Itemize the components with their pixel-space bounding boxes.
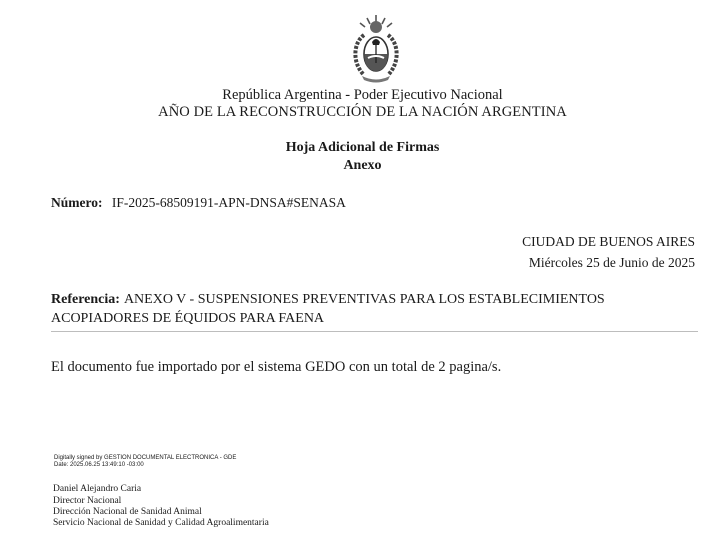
signer-name: Daniel Alejandro Caria xyxy=(53,484,142,494)
referencia-text: ANEXO V - SUSPENSIONES PREVENTIVAS PARA LOS ESTABLECIMIENTOS ACOPIADORES DE ÉQUIDOS PARA FAENA xyxy=(51,292,605,326)
header-line-1: República Argentina - Poder Ejecutivo Nacional xyxy=(222,87,503,103)
header-line-2: AÑO DE LA RECONSTRUCCIÓN DE LA NACIÓN ARGENTINA xyxy=(158,104,567,120)
numero-value: IF-2025-68509191-APN-DNSA#SENASA xyxy=(111,195,346,210)
digital-signature-date: Date: 2025.06.25 13:49:10 -03:00 xyxy=(54,462,144,468)
place: CIUDAD DE BUENOS AIRES xyxy=(522,234,695,249)
document-title: Hoja Adicional de Firmas xyxy=(285,140,440,155)
divider xyxy=(51,331,698,332)
document-subtitle: Anexo xyxy=(343,158,382,173)
referencia xyxy=(51,290,651,328)
digital-signature-line-1: Digitally signed by GESTION DOCUMENTAL ELECTRONICA - GDE xyxy=(54,455,237,461)
referencia-label: Referencia: xyxy=(51,292,120,307)
coat-of-arms-icon xyxy=(350,13,402,85)
document-number xyxy=(51,195,346,211)
body-text: El documento fue importado por el sistema GEDO con un total de 2 pagina/s. xyxy=(51,359,502,375)
signer-organization: Servicio Nacional de Sanidad y Calidad Agroalimentaria xyxy=(53,518,269,528)
document-date: Miércoles 25 de Junio de 2025 xyxy=(528,255,695,270)
signer-unit: Dirección Nacional de Sanidad Animal xyxy=(53,507,202,517)
numero-label: Número: xyxy=(51,195,103,210)
signer-role: Director Nacional xyxy=(53,496,122,506)
